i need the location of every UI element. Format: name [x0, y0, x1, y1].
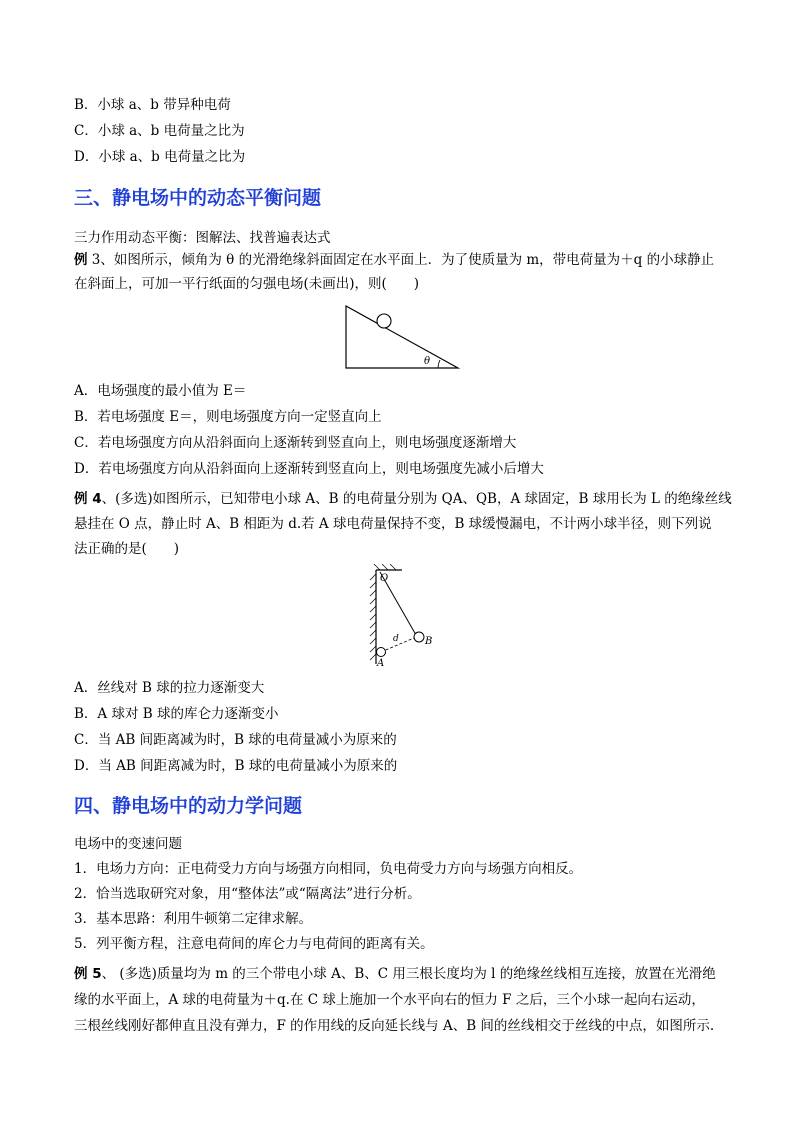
option-b: B．小球 a、b 带异种电荷 — [74, 97, 231, 113]
pendulum-figure — [362, 564, 442, 670]
example-4-line-1 — [74, 489, 732, 509]
ex3-option-c: C．若电场强度方向从沿斜面向上逐渐转到竖直向上，则电场强度逐渐增大 — [74, 435, 517, 451]
option-d: D．小球 a、b 电荷量之比为 — [74, 149, 246, 165]
example-5-label: 例 5 — [74, 966, 102, 982]
example-4-line-3: 法正确的是( ) — [74, 541, 180, 557]
list-item: 5．列平衡方程，注意电荷间的库仑力与电荷间的距离有关。 — [74, 936, 434, 952]
label-a: A — [377, 658, 385, 669]
list-item: 2．恰当选取研究对象，用“整体法”或“隔离法”进行分析。 — [74, 886, 421, 902]
example-4-line-2: 悬挂在 O 点，静止时 A、B 相距为 d.若 A 球电荷量保持不变，B 球缓慢漏电，不计两小球半径，则下列说 — [74, 516, 712, 532]
section-4-title: 四、静电场中的动力学问题 — [74, 795, 303, 817]
ball-a — [377, 648, 386, 657]
ex4-option-c: C．当 AB 间距离减为时，B 球的电荷量减小为原来的 — [74, 732, 397, 748]
section-3-intro: 三力作用动态平衡：图解法、找普遍表达式 — [74, 230, 331, 246]
ex4-option-a: A．丝线对 B 球的拉力逐渐变大 — [74, 680, 265, 696]
example-5-line-3: 三根丝线刚好都伸直且没有弹力，F 的作用线的反向延长线与 A、B 间的丝线相交于丝线的中点，如图所示. — [74, 1018, 715, 1034]
ball-b — [414, 632, 424, 642]
ex3-option-a: A．电场强度的最小值为 E＝ — [74, 383, 247, 399]
example-5-line-2: 缘的水平面上，A 球的电荷量为＋q.在 C 球上施加一个水平向右的恒力 F 之后，三个小球一起向右运动， — [74, 992, 705, 1008]
ball — [377, 314, 391, 328]
ex4-option-b: B．A 球对 B 球的库仑力逐渐变小 — [74, 706, 279, 722]
ex3-option-d: D．若电场强度方向从沿斜面向上逐渐转到竖直向上，则电场强度先减小后增大 — [74, 461, 544, 477]
example-3-line-2: 在斜面上，可加一平行纸面的匀强电场(未画出)，则( ) — [74, 276, 420, 292]
label-b: B — [425, 636, 433, 647]
list-item: 3．基本思路：利用牛顿第二定律求解。 — [74, 911, 313, 927]
angle-label: θ — [424, 356, 431, 367]
section-4-intro: 电场中的变速问题 — [74, 836, 182, 852]
example-5-line-1 — [74, 964, 716, 984]
incline-figure — [340, 300, 464, 372]
ex3-option-b: B．若电场强度 E＝，则电场强度方向一定竖直向上 — [74, 409, 382, 425]
option-c: C．小球 a、b 电荷量之比为 — [74, 123, 245, 139]
section-3-title: 三、静电场中的动态平衡问题 — [74, 187, 322, 209]
label-o: O — [380, 573, 389, 584]
incline-triangle — [346, 306, 458, 368]
example-3-line-1 — [74, 250, 714, 270]
label-d: d — [393, 634, 399, 644]
angle-arc — [438, 360, 440, 368]
example-3-text-1: 3、如图所示，倾角为 θ 的光滑绝缘斜面固定在水平面上．为了使质量为 m，带电荷量为＋q 的小球静止 — [87, 252, 715, 268]
example-4-text-1: 、(多选)如图所示，已知带电小球 A、B 的电荷量分别为 QA、QB，A 球固定，B 球用长为 L 的绝缘丝线 — [101, 491, 732, 507]
list-item: 1．电场力方向：正电荷受力方向与场强方向相同，负电荷受力方向与场强方向相反。 — [74, 861, 583, 877]
example-4-label: 例 4 — [74, 491, 102, 507]
ex4-option-d: D．当 AB 间距离减为时，B 球的电荷量减小为原来的 — [74, 758, 398, 774]
example-5-text-1: 、 (多选)质量均为 m 的三个带电小球 A、B、C 用三根长度均为 l 的绝缘丝线相互连接，放置在光滑绝 — [101, 966, 716, 982]
example-3-label: 例 — [74, 252, 88, 268]
